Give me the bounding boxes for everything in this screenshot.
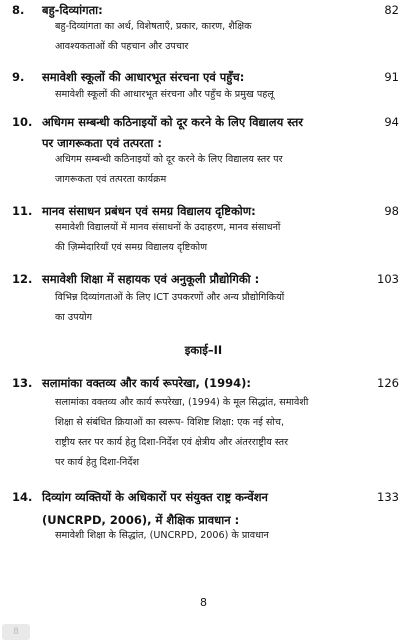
entry-description: शिक्षा से संबंधित क्रियाओं का स्वरूप- विशिष्ट शिक्षा: एक नई सोच, [55, 417, 285, 428]
entry-number: 8. [12, 3, 25, 17]
entry-number: 11. [12, 204, 33, 218]
entry-title: सलामांका वक्तव्य और कार्य रूपरेखा, (1994): [42, 376, 251, 390]
entry-number: 10. [12, 115, 33, 129]
entry-page-number: 126 [377, 376, 399, 390]
entry-description: आवश्यकताओं की पहचान और उपचार [55, 41, 189, 52]
entry-page-number: 94 [384, 115, 399, 129]
entry-description: की ज़िम्मेदारियाँ एवं समग्र विद्यालय दृष्टिकोण [55, 242, 208, 253]
entry-description: पर कार्य हेतु दिशा-निर्देश [55, 457, 139, 468]
page-thumbnail-badge[interactable]: 8 [2, 624, 30, 640]
entry-description: समावेशी शिक्षा के सिद्धांत, (UNCRPD, 2006) के प्रावधान [55, 530, 269, 541]
entry-description: विभिन्न दिव्यांगताओं के लिए ICT उपकरणों और अन्य प्रौद्योगिकियों [55, 292, 285, 303]
entry-title: बहु-दिव्यांगता: [42, 3, 103, 17]
entry-title: अधिगम सम्बन्धी कठिनाइयों को दूर करने के लिए विद्यालय स्तर [42, 115, 303, 129]
entry-description: बहु-दिव्यांगता का अर्थ, विशेषताएँ, प्रकार, कारण, शैक्षिक [55, 21, 252, 32]
entry-number: 12. [12, 272, 33, 286]
entry-number: 9. [12, 70, 25, 84]
entry-title: मानव संसाधन प्रबंधन एवं समग्र विद्यालय दृष्टिकोण: [42, 204, 256, 218]
entry-page-number: 133 [377, 490, 399, 504]
entry-page-number: 82 [384, 3, 399, 17]
entry-description: जागरूकता एवं तत्परता कार्यक्रम [55, 174, 167, 185]
entry-page-number: 91 [384, 70, 399, 84]
entry-description: सलामांका वक्तव्य और कार्य रूपरेखा, (1994) के मूल सिद्धांत, समावेशी [55, 397, 309, 408]
entry-title: पर जागरूकता एवं तत्परता : [42, 136, 162, 150]
entry-description: समावेशी स्कूलों की आधारभूत संरचना और पहुँच के प्रमुख पहलू [55, 89, 274, 100]
entry-page-number: 103 [377, 272, 399, 286]
entry-number: 13. [12, 376, 33, 390]
entry-description: समावेशी विद्यालयों में मानव संसाधनों के उदाहरण, मानव संसाधनों [55, 222, 281, 233]
entry-description: का उपयोग [55, 312, 93, 323]
entry-title: समावेशी स्कूलों की आधारभूत संरचना एवं पहुँच: [42, 70, 245, 84]
entry-description: राष्ट्रीय स्तर पर कार्य हेतु दिशा-निर्देश एवं क्षेत्रीय और अंतरराष्ट्रीय स्तर [55, 437, 289, 448]
entry-description: अधिगम सम्बन्धी कठिनाइयों को दूर करने के लिए विद्यालय स्तर पर [55, 154, 283, 165]
entry-number: 14. [12, 490, 33, 504]
unit-heading: इकाई–II [184, 343, 223, 357]
entry-page-number: 98 [384, 204, 399, 218]
entry-title: (UNCRPD, 2006), में शैक्षिक प्रावधान : [42, 513, 240, 527]
entry-title: दिव्यांग व्यक्तियों के अधिकारों पर संयुक्त राष्ट्र कन्वेंशन [42, 490, 268, 504]
page-number: 8 [200, 596, 207, 609]
entry-title: समावेशी शिक्षा में सहायक एवं अनुकूली प्रौद्योगिकी : [42, 272, 260, 286]
